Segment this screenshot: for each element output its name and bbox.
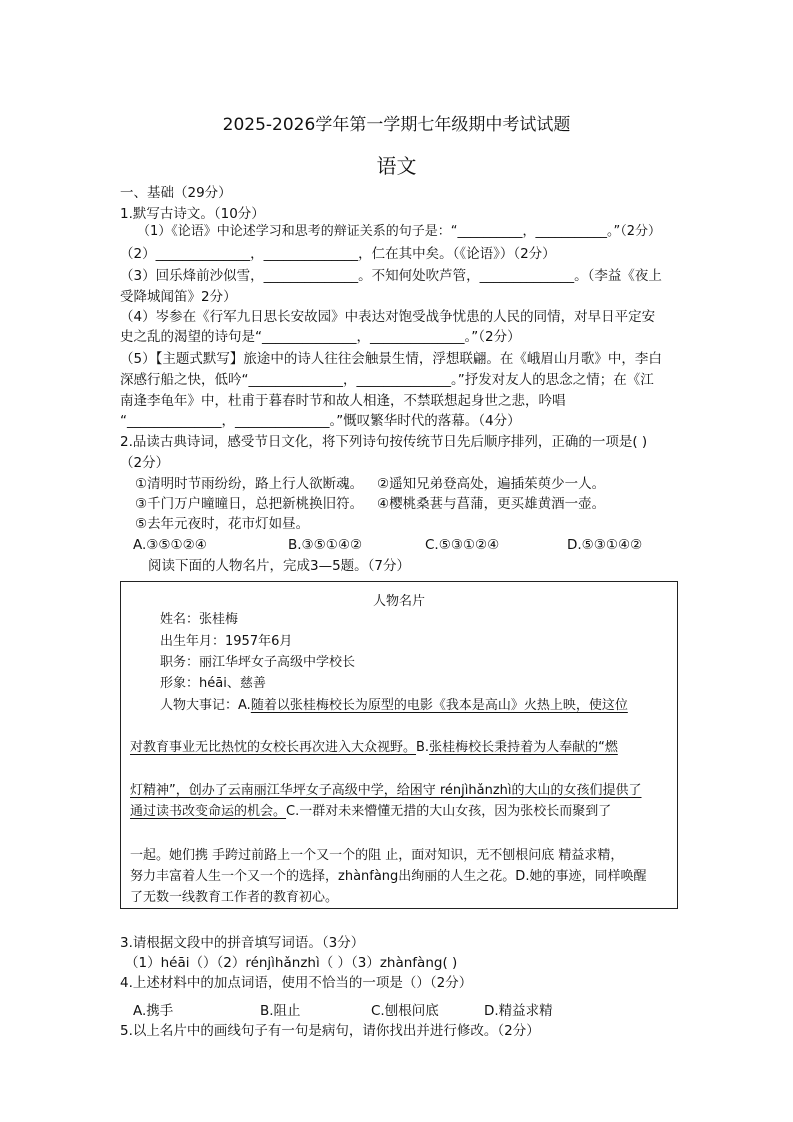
- card-birth: 出生年月：1957年6月: [160, 634, 293, 649]
- q1-line-3: （3）回乐烽前沙似雪，______________。不知何处吹芦管，______________。（李益《夜上: [120, 268, 662, 284]
- q2-score: （2分）: [120, 455, 170, 471]
- q2-option-3: ③千门万户曈曈日，总把新桃换旧符。: [135, 496, 364, 512]
- card-events-line-4: [130, 803, 677, 821]
- q3-items: （1）héāi（）（2）rénjìhǎnzhì（ ）（3）zhànfàng( ): [125, 955, 458, 971]
- q1-line-2: （2）______________，______________，仁在其中矣。（《论语》）（2分）: [120, 246, 556, 262]
- q2-choice-d: D.⑤③①④②: [567, 537, 643, 553]
- card-events-line-5: 一起。她们携 手跨过前路上一个又一个的阻 止，面对知识，无不刨根问底 精益求精，: [130, 848, 624, 863]
- q4-option-c: C.刨根问底: [371, 1003, 439, 1019]
- card-events-line-6: 努力丰富着人生一个又一个的选择，zhànfàng出绚丽的人生之花。D.她的事迹，同样唤醒: [130, 869, 647, 884]
- sentence-c-start: C.一群对未来懵懂无措的大山女孩，因为张校长而聚到了: [286, 804, 612, 819]
- card-job: 职务：丽江华坪女子高级中学校长: [160, 655, 356, 670]
- q2-option-5: ⑤去年元夜时，花市灯如昼。: [135, 516, 310, 532]
- card-events-line-3: 灯精神”，创办了云南丽江华坪女子高级中学，给困守 rénjìhǎnzhì的大山的女孩们提供了: [130, 783, 642, 798]
- card-events-label: 人物大事记：: [160, 698, 239, 713]
- card-title: 人物名片: [372, 594, 425, 609]
- q2-option-4: ④樱桃桑葚与菖蒲，更买雄黄酒一壶。: [377, 496, 606, 512]
- sentence-a-underlined: 随着以张桂梅校长为原型的电影《我本是高山》火热上映，使这位: [250, 698, 628, 713]
- card-name: 姓名：张桂梅: [160, 612, 239, 627]
- sentence-b-label: B.: [416, 740, 430, 755]
- q4-option-d: D.精益求精: [484, 1003, 553, 1019]
- q1-line-7: （5）【主题式默写】旅途中的诗人往往会触景生情，浮想联翩。在《峨眉山月歌》中，李白: [120, 351, 662, 367]
- exam-title: 2025-2026学年第一学期七年级期中考试试题: [222, 115, 571, 135]
- q4-option-a: A.携手: [133, 1003, 174, 1019]
- card-events-line-7: 了无数一线教育工作者的教育初心。: [130, 890, 339, 905]
- q2-choice-a: A.③⑤①②④: [133, 537, 207, 553]
- q2-choice-b: B.③⑤①④②: [288, 537, 363, 553]
- q4-title: 4.上述材料中的加点词语，使用不恰当的一项是（）（2分）: [120, 975, 473, 991]
- q1-line-10: “______________，______________。”慨叹繁华时代的落幕。（4分）: [120, 413, 521, 429]
- sentence-b-underlined: 张桂梅校长秉持着为人奉献的“燃: [429, 740, 618, 755]
- sentence-a-label: A.: [238, 698, 251, 713]
- q1-title: 1.默写古诗文。（10分）: [120, 206, 265, 222]
- q1-line-6: 史之乱的渴望的诗句是“______________，______________。”（2分）: [120, 329, 521, 345]
- q2-title: 2.品读古典诗词，感受节日文化，将下列诗句按传统节日先后顺序排列，正确的一项是( ): [120, 434, 648, 450]
- q5-title: 5.以上名片中的画线句子有一句是病句，请你找出并进行修改。（2分）: [120, 1023, 540, 1039]
- sentence-b-cont: 通过读书改变命运的机会。: [130, 804, 287, 819]
- q4-option-b: B.阻止: [260, 1003, 301, 1019]
- q1-line-8: 深感行船之快，低吟“______________，______________。”抒发对友人的思念之情；在《江: [120, 372, 654, 388]
- section-heading: 一、基础（29分）: [120, 185, 232, 201]
- q3-title: 3.请根据文段中的拼音填写词语。（3分）: [120, 935, 365, 951]
- q1-line-5: （4）岑参在《行军九日思长安故园》中表达对饱受战争忧患的人民的同情，对早日平定安: [120, 309, 656, 325]
- card-events-line-1: [160, 697, 677, 715]
- q1-line-1: （1）《论语》中论述学习和思考的辩证关系的句子是：“__________，___________。”（2分）: [137, 224, 662, 239]
- q2-option-1: ①清明时节雨纷纷，路上行人欲断魂。: [135, 476, 364, 492]
- card-image: 形象：héāi、慈善: [160, 676, 266, 691]
- q2-choice-c: C.⑤③①②④: [425, 537, 500, 553]
- reading-intro: 阅读下面的人物名片，完成3—5题。（7分）: [148, 558, 411, 574]
- card-events-line-2: [130, 739, 677, 757]
- q2-option-2: ②遥知兄弟登高处，遍插茱萸少一人。: [377, 476, 606, 492]
- sentence-a-cont: 对教育事业无比热忱的女校长再次进入大众视野。: [130, 740, 417, 755]
- q1-line-9: 南逢李龟年》中，杜甫于暮春时节和故人相逢，不禁联想起身世之悲，吟唱: [120, 393, 566, 409]
- q1-line-4: 受降城闻笛》2分）: [120, 289, 237, 305]
- subject-title: 语文: [376, 154, 417, 178]
